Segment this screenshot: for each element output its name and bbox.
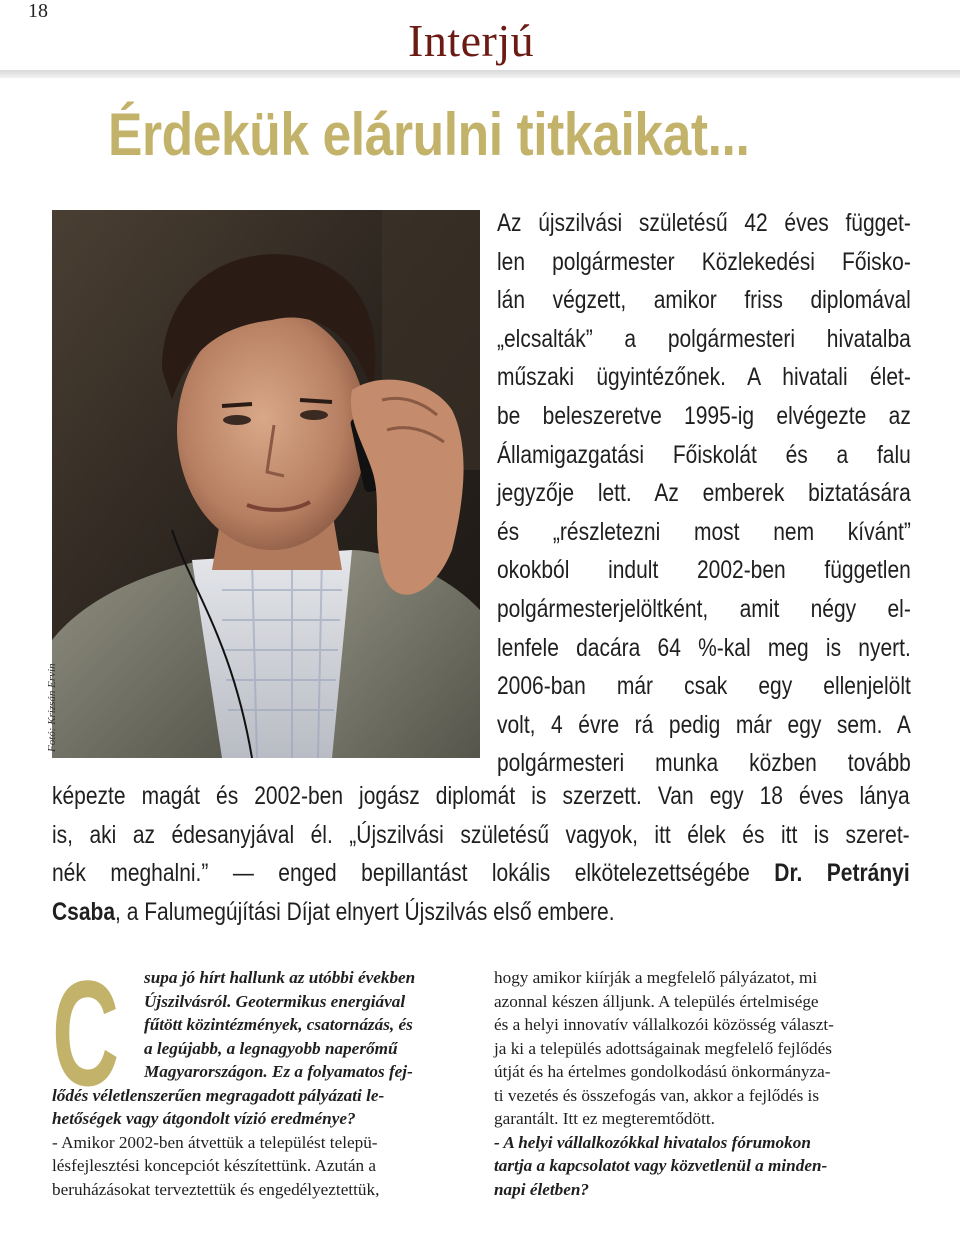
- answer-line: ja ki a település adottságainak megfelelő fejlődés: [494, 1038, 832, 1058]
- lead-line: volt, 4 évre rá pedig már egy sem. A: [497, 710, 911, 739]
- lead-line: 2006-ban már csak egy ellenjelölt: [497, 672, 911, 701]
- lead-line: és „részletezni most nem kívánt”: [497, 517, 911, 546]
- lead-line: képezte magát és 2002-ben jogász diplomát is szerzett. Van egy 18 éves lánya: [52, 782, 910, 810]
- question-line: napi életben?: [494, 1179, 590, 1199]
- lead-line: „elcsalták” a polgármesteri hivatalba: [497, 324, 911, 353]
- answer-line: beruházásokat terveztettük és engedélyeztettük,: [52, 1179, 380, 1199]
- question-line: Magyarországon. Ez a folyamatos fej-: [144, 1062, 413, 1081]
- lead-line: Az újszilvási születésű 42 éves függet-: [497, 209, 911, 237]
- section-title: Interjú: [408, 15, 535, 66]
- interviewee-name: Csaba: [52, 897, 116, 926]
- question-line: Újszilvásról. Geotermikus energiával: [144, 991, 406, 1011]
- question-line: lődés véletlenszerűen megragadott pályázati le-: [52, 1085, 385, 1105]
- lead-line: lenfele dacára 64 %-kal meg is nyert.: [497, 633, 911, 662]
- headline: Érdekük elárulni titkaikat...: [108, 101, 750, 168]
- answer-line: lésfejlesztési koncepciót készítettünk. Azután a: [52, 1156, 377, 1175]
- body-column-right: [494, 966, 908, 1201]
- man-on-phone-portrait: [52, 210, 480, 758]
- page-number: 18: [28, 0, 48, 22]
- lead-text: nék meghalni.” — enged bepillantást lokális elkötelezettségébe: [52, 859, 750, 888]
- lead-line: be beleszeretve 1995-ig elvégezte az: [497, 401, 911, 430]
- lead-line: polgármesteri munka közben tovább: [497, 749, 911, 778]
- header-rule: [0, 70, 960, 78]
- lead-line: Államigazgatási Főiskolát és a falu: [497, 440, 911, 469]
- drop-cap: C: [52, 949, 120, 1117]
- lead-line: is, aki az édesanyjával él. „Újszilvási születésű vagyok, itt élek és itt is szeret-: [52, 820, 910, 849]
- question-line: tartja a kapcsolatot vagy közvetlenül a minden-: [494, 1156, 828, 1175]
- question-line: hetőségek vagy átgondolt vízió eredménye?: [52, 1109, 356, 1128]
- portrait-photo: [52, 210, 480, 758]
- answer-line: útját és ha értelmes gondolkodású önkormányza-: [494, 1062, 831, 1081]
- lead-line: len polgármester Közlekedési Főisko-: [497, 247, 911, 276]
- question-line: - A helyi vállalkozókkal hivatalos fórumokon: [494, 1132, 811, 1152]
- answer-line: ti vezetés és összefogás van, akkor a fejlődés is: [494, 1085, 820, 1105]
- lead-line: lán végzett, amikor friss diplomával: [497, 286, 911, 315]
- answer-line: hogy amikor kiírják a megfelelő pályázatot, mi: [494, 968, 818, 987]
- interviewee-name: Dr. Petrányi: [774, 859, 910, 888]
- answer-line: garantált. Itt ez megteremtődött.: [494, 1109, 715, 1128]
- lead-paragraph-right: [497, 204, 911, 783]
- lead-line: [52, 893, 910, 932]
- lead-line: polgármesterjelöltként, amit négy el-: [497, 594, 911, 623]
- photo-credit: Fotó: Krizsán Ervin: [46, 663, 58, 752]
- question-line: fűtött közintézmények, csatornázás, és: [144, 1015, 413, 1034]
- answer-line: azonnal készen álljunk. A település értelmisége: [494, 991, 819, 1011]
- lead-line: [52, 854, 910, 893]
- body-column-left: [52, 949, 470, 1201]
- lead-paragraph-full: [52, 777, 910, 931]
- question-line: a legújabb, a legnagyobb naperőmű: [144, 1038, 398, 1058]
- lead-text: , a Falumegújítási Díjat elnyert Újszilvás első embere.: [115, 897, 615, 926]
- lead-line: jegyzője lett. Az emberek biztatására: [497, 479, 911, 508]
- lead-line: műszaki ügyintézőnek. A hivatali élet-: [497, 363, 911, 392]
- answer-line: és a helyi innovatív vállalkozói közösség választ-: [494, 1015, 834, 1034]
- lead-line: okokból indult 2002-ben független: [497, 556, 911, 585]
- question-line: supa jó hírt hallunk az utóbbi években: [144, 968, 416, 987]
- answer-line: - Amikor 2002-ben átvettük a települést telepü-: [52, 1132, 378, 1152]
